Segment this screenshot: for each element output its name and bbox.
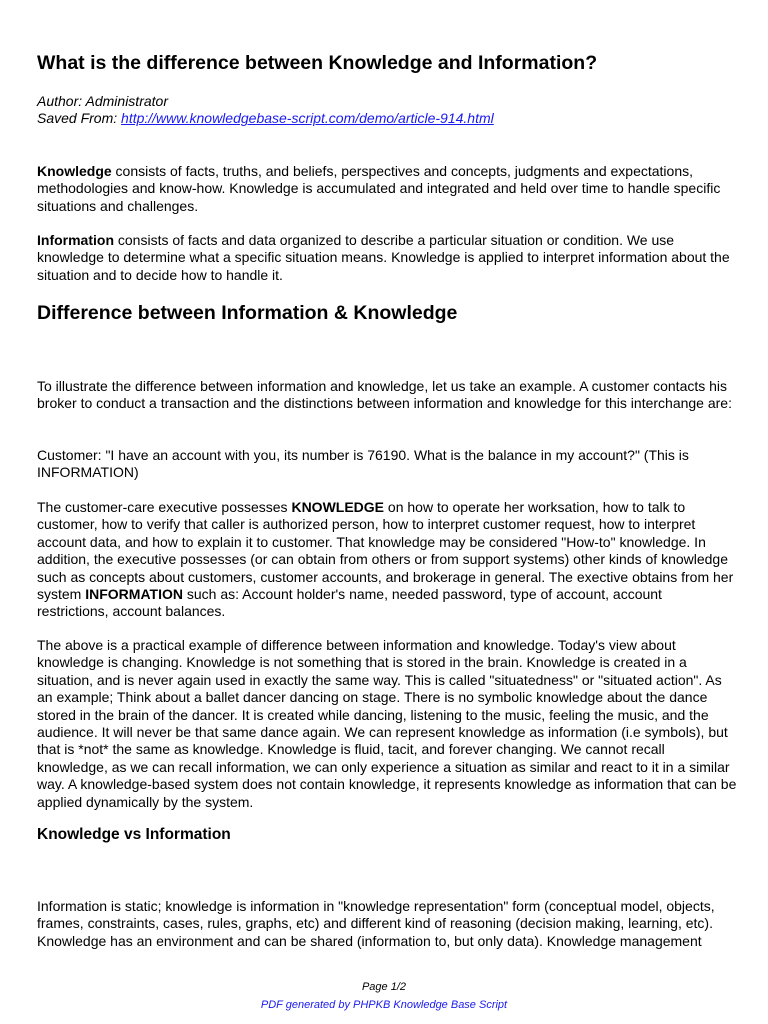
saved-from-label: Saved From: bbox=[37, 110, 118, 127]
section-heading-difference: Difference between Information & Knowledge bbox=[37, 302, 458, 324]
author-line bbox=[37, 93, 494, 110]
information-paragraph bbox=[37, 232, 737, 284]
author-label: Author: bbox=[37, 93, 83, 109]
article-meta bbox=[37, 93, 494, 128]
page-number: Page 1/2 bbox=[361, 981, 407, 993]
knowledge-paragraph bbox=[37, 163, 737, 215]
author-name: Administrator bbox=[85, 93, 168, 109]
generator-credit: PDF generated by PHPKB Knowledge Base Script bbox=[260, 999, 508, 1011]
knowledge-emphasis: KNOWLEDGE bbox=[291, 499, 385, 515]
saved-from-link[interactable]: http://www.knowledgebase-script.com/demo/article-914.html bbox=[121, 110, 494, 127]
practical-example-paragraph: The above is a practical example of difference between information and knowledge. Today's view about knowledge is changing. Knowledge is not something that is stored in the brain. Knowledge is created in a situation, and is never again used in exactly the same way. This is called "situatedness" or "situated action". As an example; Think about a ballet dancer dancing on stage. There is no symbolic knowledge about the dance stored in the brain of the dancer. It is created while dancing, listening to the music, feeling the music, and the audience. It will never be that same dance again. We can represent knowledge as information (i.e symbols), but that is *not* the same as knowledge. Knowledge is fluid, tacit, and forever changing. We cannot recall knowledge, as we can recall information, we can only experience a situation as similar and react to it in a similar way. A knowledge-based system does not contain knowledge, it represents knowledge as information that can be applied dynamically by the system. bbox=[37, 637, 737, 810]
static-information-paragraph: Information is static; knowledge is information in "knowledge representation" form (conceptual model, objects, frames, constraints, cases, rules, graphs, etc) and different kind of reasoning (decision making, learning, etc). Knowledge has an environment and can be shared (information to, but only data). Knowledge management bbox=[37, 898, 715, 949]
executive-text-c: such as: Account holder's name, needed password, type of account, account restrictions, account balances. bbox=[37, 586, 662, 620]
knowledge-definition: consists of facts, truths, and beliefs, perspectives and concepts, judgments and expectations, methodologies and know-how. Knowledge is accumulated and integrated and held over time to handle specific situations and challenges. bbox=[37, 163, 721, 214]
information-emphasis: INFORMATION bbox=[85, 586, 183, 603]
executive-knowledge-paragraph bbox=[37, 499, 737, 621]
customer-quote-paragraph: Customer: "I have an account with you, its number is 76190. What is the balance in my account?" (This is INFORMATION) bbox=[37, 447, 689, 481]
page-title: What is the difference between Knowledge and Information? bbox=[37, 52, 598, 74]
example-intro-paragraph: To illustrate the difference between information and knowledge, let us take an example. A customer contacts his broker to conduct a transaction and the distinctions between information and knowledge for this interchange are: bbox=[37, 378, 732, 412]
information-term: Information bbox=[37, 232, 114, 248]
knowledge-term: Knowledge bbox=[37, 163, 112, 179]
section-heading-vs: Knowledge vs Information bbox=[37, 826, 231, 843]
saved-from-line bbox=[37, 110, 494, 127]
executive-text-a: The customer-care executive possesses bbox=[37, 499, 292, 515]
information-definition: consists of facts and data organized to describe a particular situation or condition. We use knowledge to determine what a specific situation means. Knowledge is applied to interpret information about the situation and to decide how to handle it. bbox=[37, 232, 730, 283]
executive-text-b: on how to operate her worksation, how to talk to customer, how to verify that caller is authorized person, how to interpret customer request, how to interpret account data, and how to explain it to customer. That knowledge may be considered "How-to" knowledge. In addition, the executive possesses (or can obtain from others or from support systems) other kinds of knowledge such as concepts about customers, customer accounts, and brokerage in general. The exective obtains from her system bbox=[37, 499, 734, 603]
